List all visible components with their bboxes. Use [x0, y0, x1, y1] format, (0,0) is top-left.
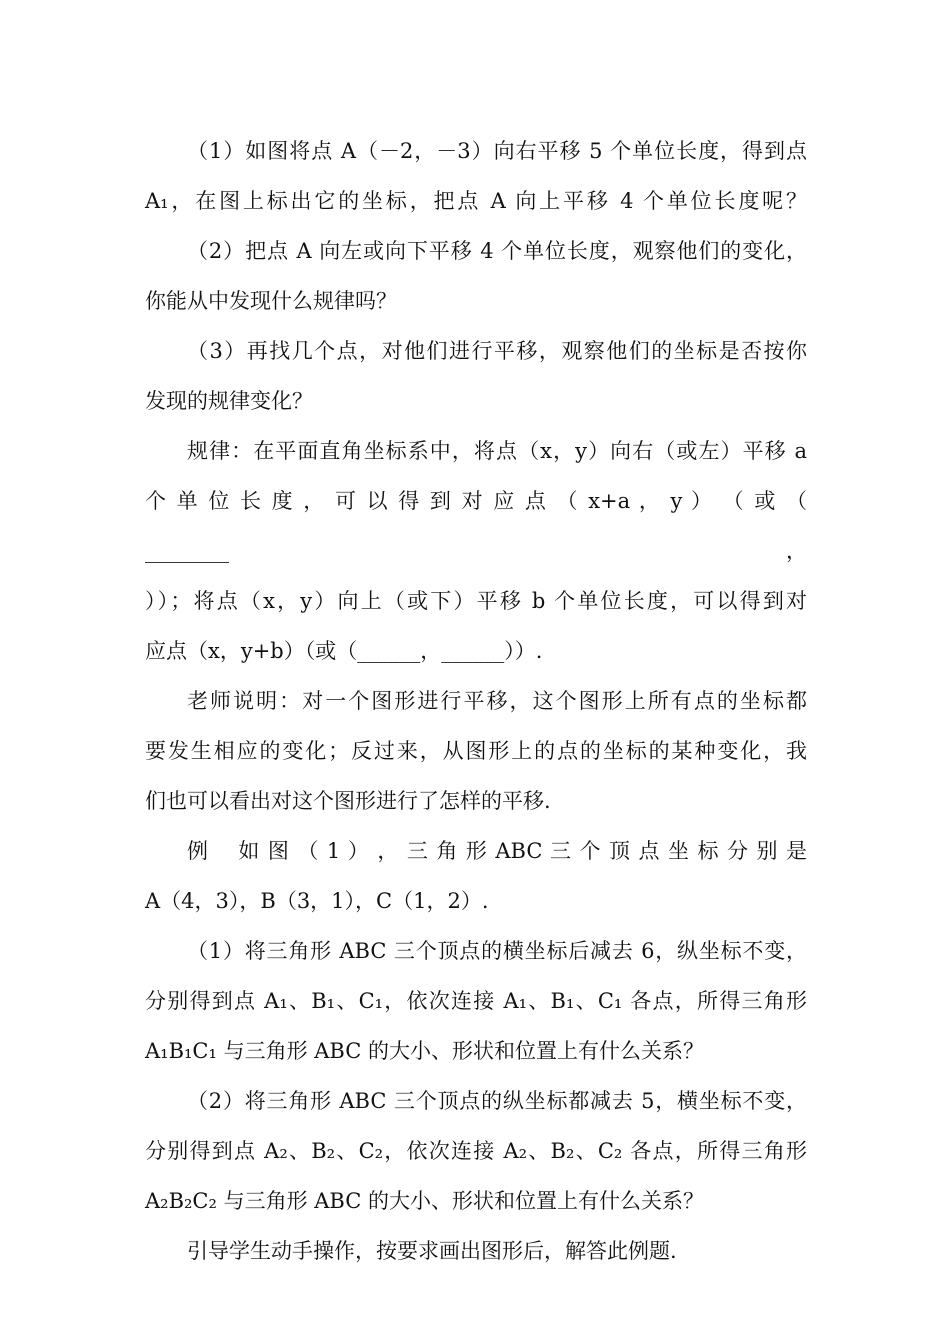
text-line: （1）如图将点 A（－2，－3）向右平移 5 个单位长度，得到点: [187, 139, 807, 163]
document-page: [145, 126, 814, 1276]
text-line: 你能从中发现什么规律吗？: [145, 289, 397, 313]
text-line: 发现的规律变化？: [145, 389, 313, 413]
text-line: 应点（x，y+b）（或（______，______））.: [145, 639, 543, 663]
text-line: （2）把点 A 向左或向下平移 4 个单位长度，观察他们的变化，: [187, 239, 807, 263]
text-line: 例 如 图 （ 1 ） ， 三 角 形 ABC 三 个 顶 点 坐 标 分 别 是: [187, 839, 807, 863]
text-line: （2）将三角形 ABC 三个顶点的纵坐标都减去 5，横坐标不变，: [187, 1089, 807, 1113]
text-line: （1）将三角形 ABC 三个顶点的横坐标后减去 6，纵坐标不变，: [187, 939, 807, 963]
text-line: 要发生相应的变化；反过来，从图形上的点的坐标的某种变化，我: [145, 739, 807, 763]
text-line: 分别得到点 A₂、B₂、C₂，依次连接 A₂、B₂、C₂ 各点，所得三角形: [145, 1139, 807, 1163]
text-line: （3）再找几个点，对他们进行平移，观察他们的坐标是否按你: [187, 339, 807, 363]
text-line: A（4，3），B（3，1），C（1，2）.: [145, 889, 489, 913]
text-line: 们也可以看出对这个图形进行了怎样的平移.: [145, 789, 551, 813]
text-line: ））；将点（x，y）向上（或下）平移 b 个单位长度，可以得到对: [145, 589, 807, 613]
text-line: 个 单 位 长 度 ， 可 以 得 到 对 应 点 （ x+a ， y ） （ 或 （ ________ ，: [145, 489, 814, 563]
text-line: 老师说明：对一个图形进行平移，这个图形上所有点的坐标都: [187, 689, 807, 713]
text-line: A₁B₁C₁ 与三角形 ABC 的大小、形状和位置上有什么关系？: [145, 1039, 705, 1063]
text-line: A₁，在图上标出它的坐标，把点 A 向上平移 4 个单位长度呢？: [145, 189, 807, 213]
text-line: A₂B₂C₂ 与三角形 ABC 的大小、形状和位置上有什么关系？: [145, 1189, 705, 1213]
text-line: 引导学生动手操作，按要求画出图形后，解答此例题.: [187, 1239, 677, 1263]
text-line: 分别得到点 A₁、B₁、C₁，依次连接 A₁、B₁、C₁ 各点，所得三角形: [145, 989, 807, 1013]
text-line: 规律：在平面直角坐标系中，将点（x，y）向右（或左）平移 a: [187, 439, 807, 463]
